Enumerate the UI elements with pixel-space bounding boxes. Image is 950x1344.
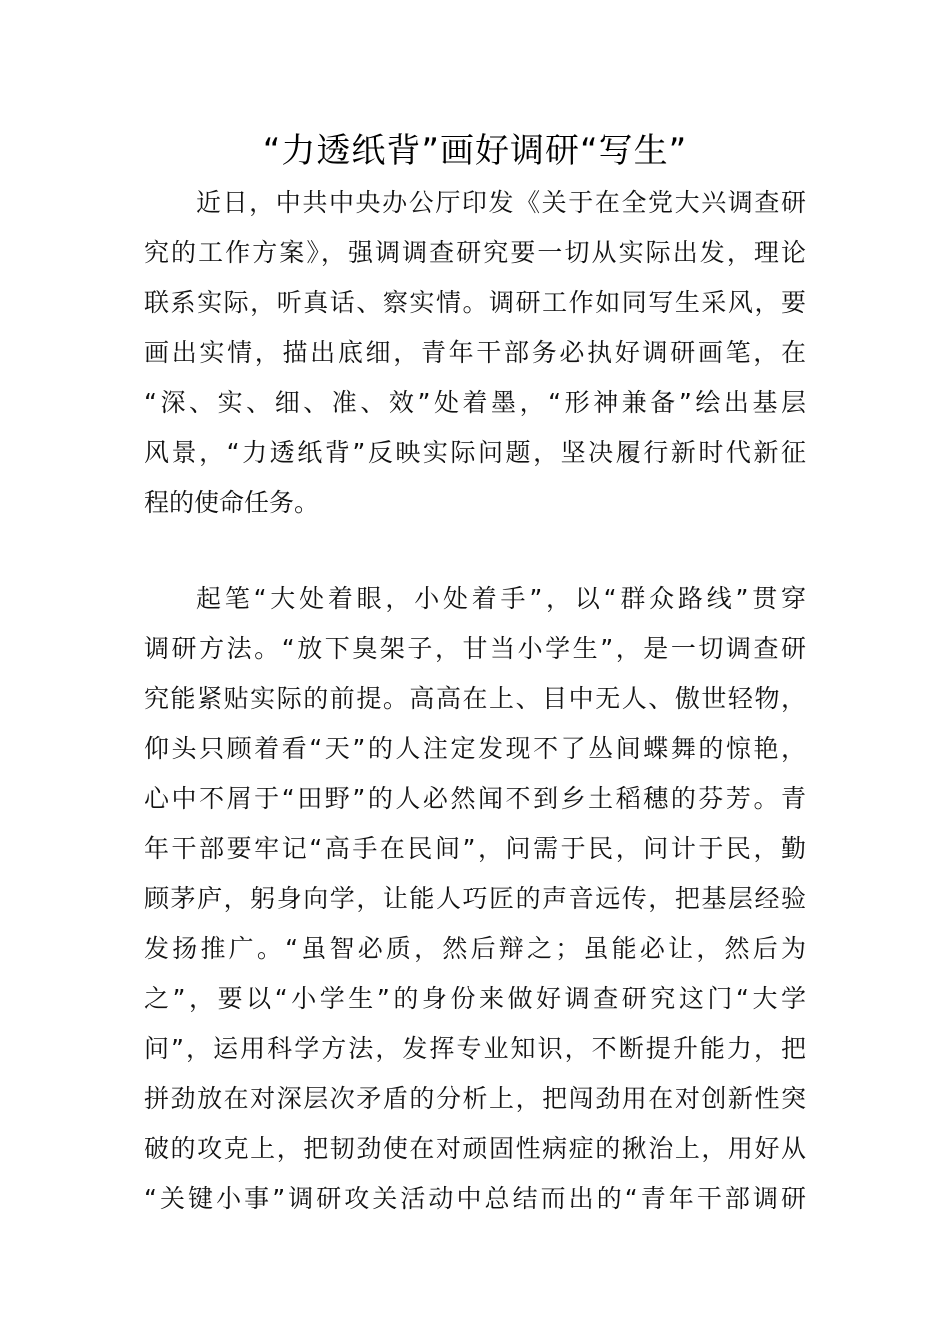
paragraph-line: 联系实际，听真话、察实情。调研工作如同写生采风，要 — [144, 288, 806, 317]
paragraph-line: “深、实、细、准、效”处着墨，“形神兼备”绘出基层 — [144, 388, 806, 417]
paragraph-line: 究能紧贴实际的前提。高高在上、目中无人、傲世轻物， — [144, 684, 806, 713]
paragraph-line: 近日，中共中央办公厅印发《关于在全党大兴调查研 — [196, 188, 806, 217]
paragraph-line: 顾茅庐，躬身向学，让能人巧匠的声音远传，把基层经验 — [144, 884, 806, 913]
paragraph-line: 问”，运用科学方法，发挥专业知识，不断提升能力，把 — [144, 1034, 806, 1063]
paragraph-line: 破的攻克上，把韧劲使在对顽固性病症的揪治上，用好从 — [144, 1134, 806, 1163]
paragraph-line: 仰头只顾着看“天”的人注定发现不了丛间蝶舞的惊艳， — [144, 734, 806, 763]
paragraph-2 — [144, 574, 806, 1224]
paragraph-1 — [144, 178, 806, 528]
paragraph-line: 发扬推广。“虽智必质，然后辩之；虽能必让，然后为 — [144, 934, 806, 963]
paragraph-line: 心中不屑于“田野”的人必然闻不到乡土稻穗的芬芳。青 — [144, 784, 806, 813]
paragraph-line: 起笔“大处着眼，小处着手”，以“群众路线”贯穿 — [196, 584, 806, 613]
paragraph-line: 风景，“力透纸背”反映实际问题，坚决履行新时代新征 — [144, 438, 806, 467]
paragraph-line: 之”，要以“小学生”的身份来做好调查研究这门“大学 — [144, 984, 806, 1013]
paragraph-line: 画出实情，描出底细，青年干部务必执好调研画笔，在 — [144, 338, 806, 367]
paragraph-line: 调研方法。“放下臭架子，甘当小学生”，是一切调查研 — [144, 634, 806, 663]
paragraph-line: 拼劲放在对深层次矛盾的分析上，把闯劲用在对创新性突 — [144, 1084, 806, 1113]
paragraph-line: 年干部要牢记“高手在民间”，问需于民，问计于民，勤 — [144, 834, 806, 863]
paragraph-line: 程的使命任务。 — [144, 488, 320, 517]
paragraph-line: 究的工作方案》，强调调查研究要一切从实际出发，理论 — [144, 238, 806, 267]
document-title: “力透纸背”画好调研“写生” — [262, 131, 688, 171]
paragraph-line: “关键小事”调研攻关活动中总结而出的“青年干部调研 — [144, 1184, 806, 1213]
